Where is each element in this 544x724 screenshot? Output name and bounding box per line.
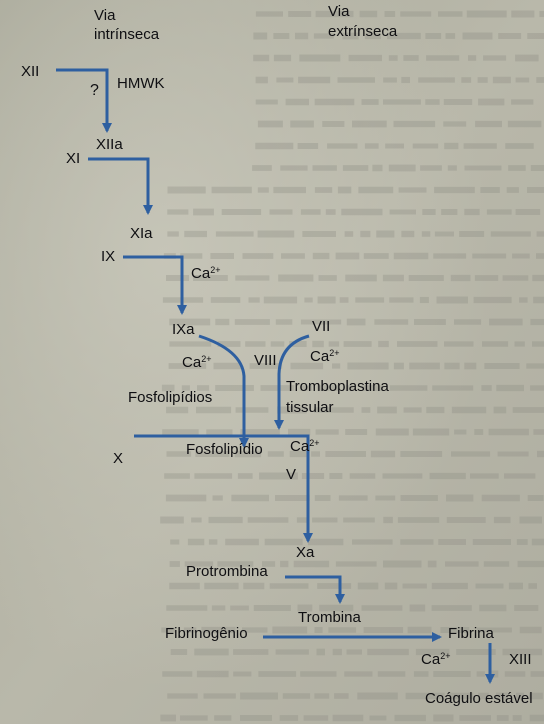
node-fibrinogenio: Fibrinogênio [165, 625, 248, 642]
cofactor-hmwk: HMWK [117, 75, 165, 92]
cofactor-fosfolipidios: Fosfolipídios [128, 389, 213, 406]
header-via-intrinseca: Via intrínseca [94, 7, 160, 43]
node-xii: XII [21, 63, 40, 80]
cofactor-ca-ixa: $Ca^{2+}$ [182, 354, 212, 371]
cofactor-ca-x: $Ca^{2+}$ [290, 438, 320, 455]
arrow-xi-to-xia [88, 159, 148, 213]
node-trombina: Trombina [298, 609, 361, 626]
cofactor-viii: VIII [254, 352, 277, 369]
node-ix: IX [101, 248, 116, 265]
cofactor-xiii: XIII [509, 651, 532, 668]
node-xia: XIa [130, 225, 153, 242]
cofactor-ca-vii: $Ca^{2+}$ [310, 348, 340, 365]
node-x: X [113, 450, 124, 467]
cofactor-ca-fibrina: $Ca^{2+}$ [421, 651, 451, 668]
node-coagulo-estavel: Coágulo estável [425, 690, 533, 707]
node-xi: XI [66, 150, 81, 167]
header-via-extrinseca: Via extrínseca [328, 3, 398, 40]
arrow-protrombina-to-trombina [285, 577, 340, 602]
cofactor-ca-ix: $Ca^{2+}$ [191, 265, 221, 282]
node-vii: VII [312, 318, 331, 335]
cofactor-v: V [286, 466, 297, 483]
node-protrombina: Protrombina [186, 563, 268, 580]
node-ixa: IXa [172, 321, 195, 338]
cofactor-question-mark: ? [90, 82, 99, 99]
node-xa: Xa [296, 544, 315, 561]
arrow-xii-to-xiia [56, 70, 107, 131]
node-fibrina: Fibrina [448, 625, 494, 642]
cofactor-fosfolipidio: Fosfolipídio [186, 441, 263, 458]
cofactor-tromboplastina-tissular: Tromboplastina tissular [286, 378, 389, 416]
arrow-ix-to-ixa [123, 257, 182, 313]
node-xiia: XIIa [96, 136, 123, 153]
